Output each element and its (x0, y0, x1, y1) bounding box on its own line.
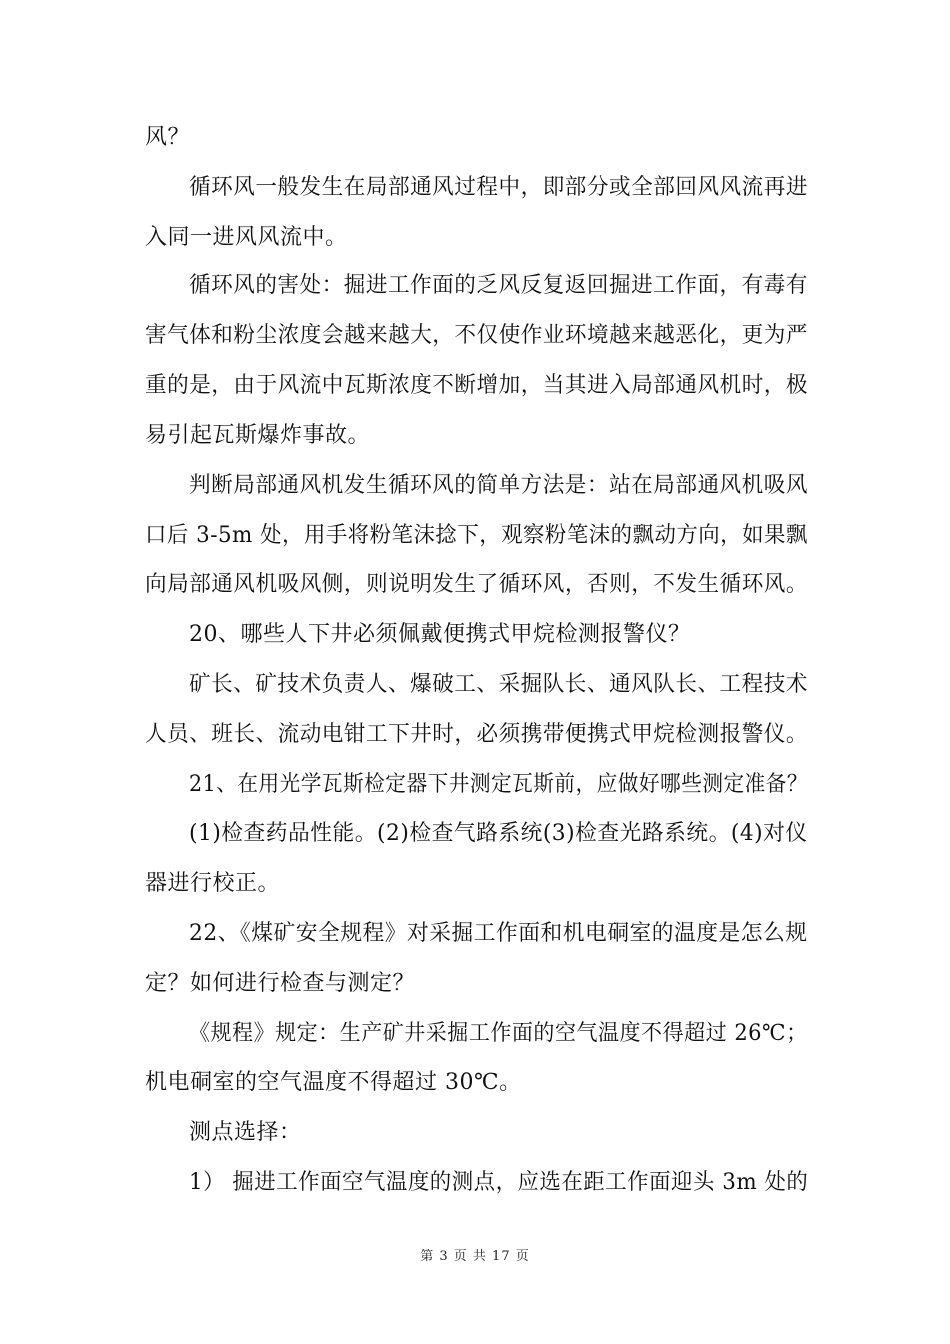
text-line: (1)检查药品性能。(2)检查气路系统(3)检查光路系统。(4)对仪 (189, 821, 808, 846)
text-line: 器进行校正。 (145, 871, 281, 896)
text-line: 入同一进风风流中。 (145, 225, 348, 250)
text-line: 测点选择： (189, 1120, 302, 1145)
text-line: 《规程》规定：生产矿井采掘工作面的空气温度不得超过 26℃； (189, 1021, 808, 1046)
text-line: 口后 3-5m 处，用手将粉笔沫捻下，观察粉笔沫的飘动方向，如果飘 (145, 523, 808, 548)
text-line: 风？ (145, 125, 191, 150)
text-line: 循环风一般发生在局部通风过程中，即部分或全部回风风流再进 (189, 175, 808, 200)
text-line: 机电硐室的空气温度不得超过 30℃。 (145, 1070, 522, 1095)
text-line: 人员、班长、流动电钳工下井时，必须携带便携式甲烷检测报警仪。 (145, 722, 809, 747)
text-line: 循环风的害处：掘进工作面的乏风反复返回掘进工作面，有毒有 (189, 273, 808, 298)
text-line: 易引起瓦斯爆炸事故。 (145, 423, 371, 448)
text-line: 害气体和粉尘浓度会越来越大，不仅使作业环境越来越恶化，更为严 (145, 323, 809, 348)
question-heading: 22、《煤矿安全规程》对采掘工作面和机电硐室的温度是怎么规 (189, 921, 808, 946)
text-line: 矿长、矿技术负责人、爆破工、采掘队长、通风队长、工程技术 (189, 672, 808, 697)
question-heading: 20、哪些人下井必须佩戴便携式甲烷检测报警仪？ (189, 622, 691, 647)
list-item: 1） 掘进工作面空气温度的测点，应选在距工作面迎头 3m 处的 (189, 1170, 809, 1195)
text-line: 定？如何进行检查与测定？ (145, 971, 416, 996)
text-line: 向局部通风机吸风侧，则说明发生了循环风，否则，不发生循环风。 (145, 572, 809, 597)
text-line: 判断局部通风机发生循环风的简单方法是：站在局部通风机吸风 (189, 473, 808, 498)
question-heading: 21、在用光学瓦斯检定器下井测定瓦斯前，应做好哪些测定准备？ (189, 772, 808, 797)
page-footer: 第 3 页 共 17 页 (420, 1249, 530, 1264)
text-line: 重的是，由于风流中瓦斯浓度不断增加，当其进入局部通风机时，极 (145, 373, 809, 398)
